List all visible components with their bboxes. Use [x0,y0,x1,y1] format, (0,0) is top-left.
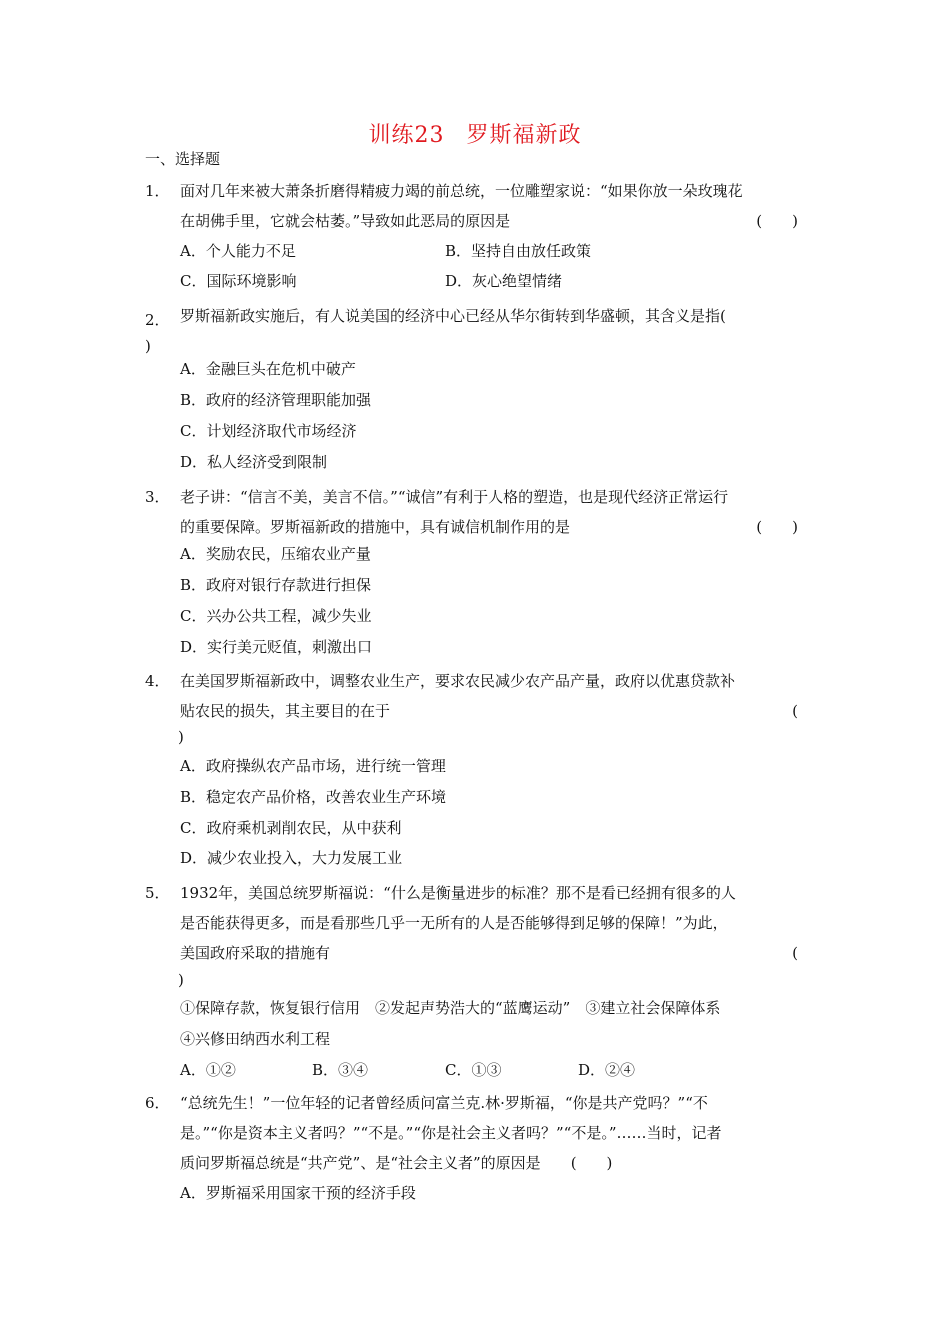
option-a: A．奖励农民，压缩农业产量 [180,545,371,563]
option-a: A．罗斯福采用国家干预的经济手段 [180,1184,416,1202]
answer-bracket-close: ) [178,728,184,746]
question-2 [145,301,810,361]
answer-bracket: ( ) [570,1154,613,1172]
option-d: D．私人经济受到限制 [180,453,328,471]
option-c: C．①③ [445,1061,502,1079]
question-6 [145,1088,810,1178]
answer-bracket-close: ) [178,971,184,989]
option-b: B．政府对银行存款进行担保 [180,576,372,594]
option-b: B．政府的经济管理职能加强 [180,391,372,409]
question-number: 4． [145,672,170,690]
option-b: B．③④ [312,1061,369,1079]
option-c: C．计划经济取代市场经济 [180,422,357,440]
option-a: A．金融巨头在危机中破产 [180,360,356,378]
question-number: 5． [145,884,170,902]
option-c: C．政府乘机剥削农民，从中获利 [180,819,402,837]
question-number: 1． [145,182,170,200]
measure-list-line-1: ①保障存款，恢复银行信用 ②发起声势浩大的“蓝鹰运动” ③建立社会保障体系 [180,999,721,1017]
question-stem: “总统先生！”一位年轻的记者曾经质问富兰克.林·罗斯福，“你是共产党吗？”“不 是。”“你是资本主义者吗？”“不是。”“你是社会主义者吗？”“不是。”……当时，记者 质问罗斯福总统是“共产党”、是“社会主义者”的原因是 ( ) [180,1094,722,1172]
question-number: 6． [145,1094,170,1112]
question-5 [145,878,810,968]
page-title [0,121,950,151]
title-text: 罗斯福新政 [466,123,582,148]
question-number: 2． [145,311,170,329]
question-stem: 1932年，美国总统罗斯福说：“什么是衡量进步的标准？那不是看已经拥有很多的人 是否能获得更多，而是看那些几乎一无所有的人是否能够得到足够的保障！”为此， 美国政府采取的措施有 ( [180,878,810,968]
option-d: D．实行美元贬值，刺激出口 [180,638,373,656]
option-c: C．兴办公共工程，减少失业 [180,607,372,625]
option-d: D．减少农业投入，大力发展工业 [180,849,403,867]
option-d: D．灰心绝望情绪 [445,272,563,290]
measure-list-line-2: ④兴修田纳西水利工程 [180,1030,331,1048]
title-number: 训练23 [368,123,445,148]
answer-bracket: ( ) [756,518,798,536]
answer-bracket: ( [792,944,798,962]
option-c: C．国际环境影响 [180,272,297,290]
question-4 [145,666,810,726]
option-a: A．个人能力不足 [180,242,296,260]
question-stem: 老子讲：“信言不美，美言不信。”“诚信”有利于人格的塑造，也是现代经济正常运行 的重要保障。罗斯福新政的措施中，具有诚信机制作用的是 ( ) [180,482,810,542]
option-b: B．坚持自由放任政策 [445,242,592,260]
question-number: 3． [145,488,170,506]
question-stem: 2． 罗斯福新政实施后，有人说美国的经济中心已经从华尔街转到华盛顿，其含义是指( ) [145,307,726,355]
option-b: B．稳定农产品价格，改善农业生产环境 [180,788,447,806]
answer-bracket: ( [792,702,798,720]
question-1 [145,176,810,236]
question-stem: 在美国罗斯福新政中，调整农业生产，要求农民减少农产品产量，政府以优惠贷款补 贴农民的损失，其主要目的在于 ( [180,666,810,726]
option-d: D．②④ [578,1061,636,1079]
option-a: A．政府操纵农产品市场，进行统一管理 [180,757,446,775]
question-stem: 面对几年来被大萧条折磨得精疲力竭的前总统，一位雕塑家说：“如果你放一朵玫瑰花 在胡佛手里，它就会枯萎。”导致如此恶局的原因是 ( ) [180,176,810,236]
option-a: A．①② [180,1061,236,1079]
question-3 [145,482,810,542]
section-heading: 一、选择题 [145,150,221,168]
answer-bracket: ( ) [756,212,798,230]
